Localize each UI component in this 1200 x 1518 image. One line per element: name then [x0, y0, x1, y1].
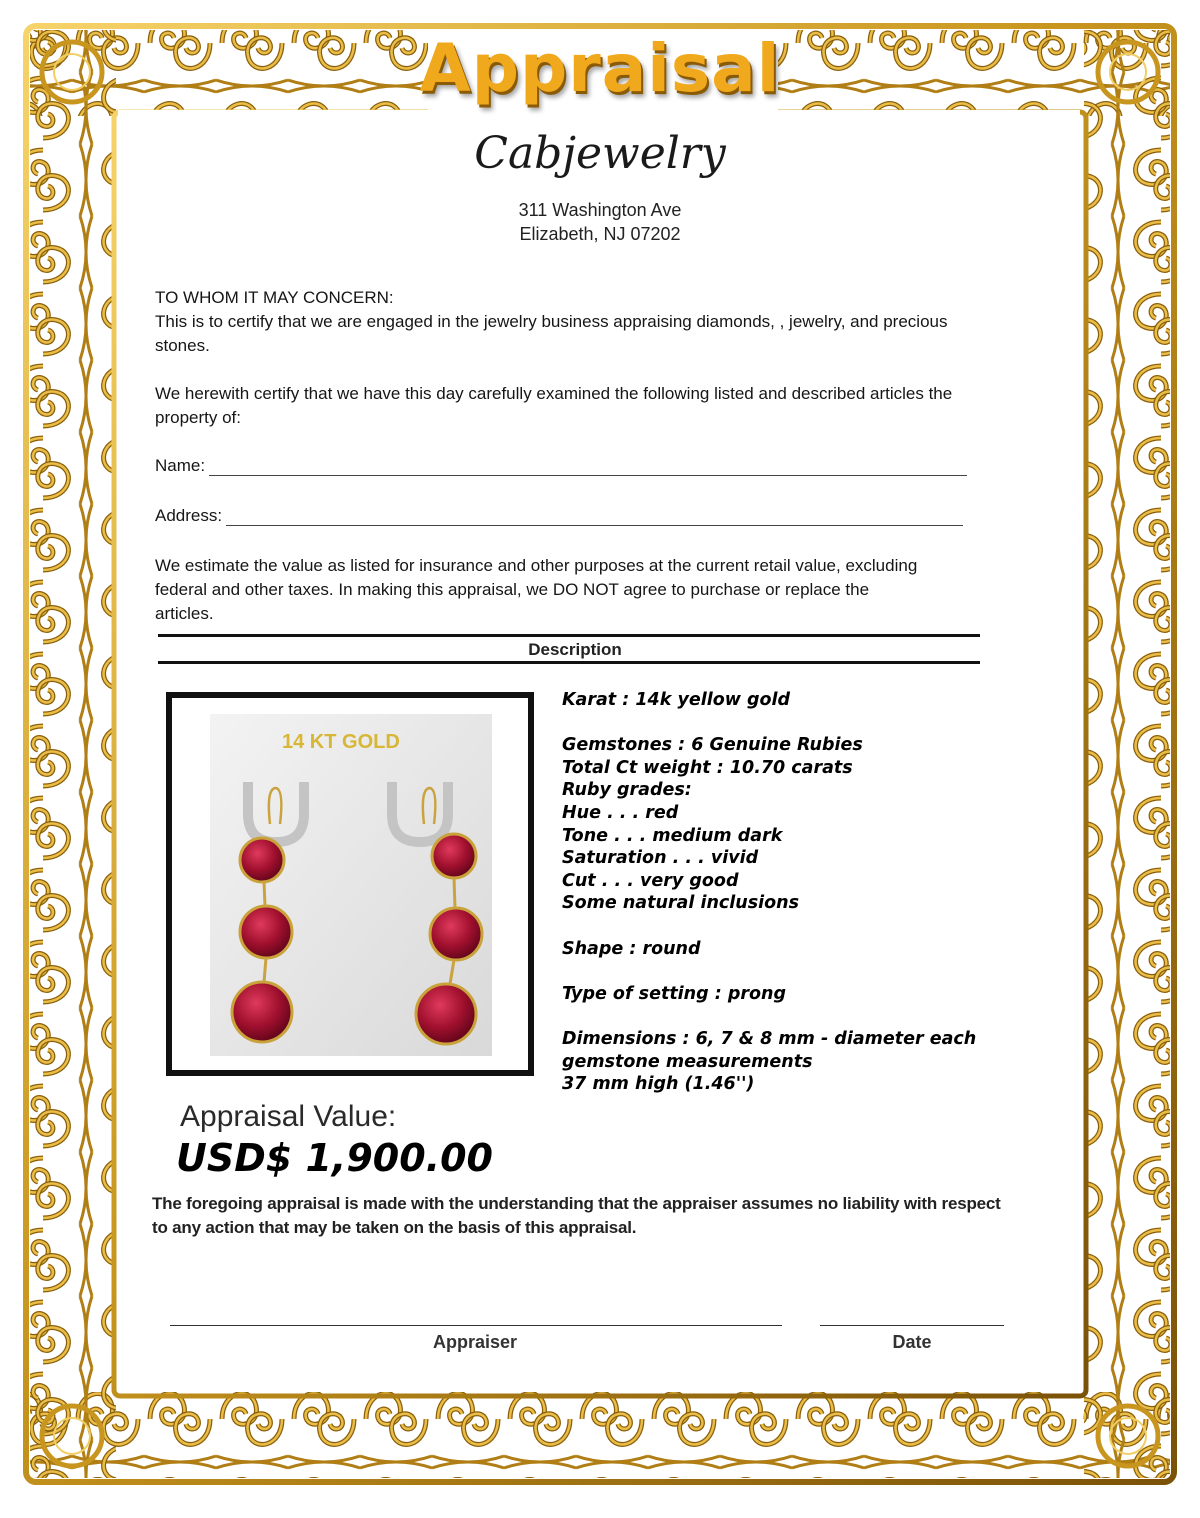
- certify-paragraph-2: We herewith certify that we have this day carefully examined the following listed and described articles the property of:: [155, 384, 953, 427]
- liability-disclaimer: The foregoing appraisal is made with the understanding that the appraiser assumes no liability with respect to any action that may be taken on the basis of this appraisal.: [152, 1194, 1001, 1237]
- appraisal-value-label: Appraisal Value:: [180, 1100, 397, 1133]
- detail-gemstones: Gemstones : 6 Genuine Rubies: [562, 735, 863, 756]
- business-address: [0, 198, 1200, 246]
- detail-tone: Tone . . . medium dark: [562, 825, 783, 846]
- product-photo: [166, 692, 534, 1076]
- address-label: Address:: [155, 506, 223, 525]
- item-details: [562, 689, 1042, 1096]
- details-spacer: [562, 712, 1042, 735]
- appraiser-signature-line[interactable]: [170, 1325, 782, 1326]
- photo-caption: 14 KT GOLD: [282, 731, 400, 753]
- divider-top: [158, 634, 980, 637]
- name-field[interactable]: [155, 456, 967, 476]
- detail-hue: Hue . . . red: [562, 802, 679, 823]
- divider-bottom: [158, 661, 980, 664]
- detail-cut: Cut . . . very good: [562, 870, 739, 891]
- appraisal-value-amount: USD$ 1,900.00: [176, 1136, 493, 1180]
- date-signature-line[interactable]: [820, 1325, 1004, 1326]
- certify-paragraph-1: This is to certify that we are engaged in the jewelry business appraising diamonds, , jewelry, and precious stones.: [155, 312, 948, 355]
- detail-karat: Karat : 14k yellow gold: [562, 690, 791, 710]
- salutation: TO WHOM IT MAY CONCERN:: [155, 288, 394, 307]
- ruby-earrings-image: [210, 714, 492, 1056]
- detail-setting: Type of setting : prong: [562, 983, 787, 1004]
- address-line-1: 311 Washington Ave: [518, 200, 682, 220]
- detail-grades-title: Ruby grades:: [562, 780, 692, 801]
- address-field[interactable]: [155, 506, 963, 526]
- detail-dimensions-3: 37 mm high (1.46''): [562, 1074, 755, 1095]
- address-line-2: Elizabeth, NJ 07202: [519, 224, 681, 244]
- detail-inclusions: Some natural inclusions: [562, 893, 800, 914]
- description-heading: Description: [528, 640, 622, 659]
- estimate-paragraph: We estimate the value as listed for insurance and other purposes at the current retail value, excluding federal and other taxes. In making this appraisal, we DO NOT agree to purchase or replace the articles.: [155, 556, 918, 623]
- detail-shape: Shape : round: [562, 938, 701, 959]
- date-label: Date: [892, 1332, 932, 1352]
- detail-saturation: Saturation . . . vivid: [562, 848, 759, 869]
- details-spacer: [562, 1005, 1042, 1028]
- name-label: Name:: [155, 456, 206, 475]
- detail-dimensions-2: gemstone measurements: [562, 1051, 813, 1072]
- detail-total-weight: Total Ct weight : 10.70 carats: [562, 757, 853, 778]
- appraiser-label: Appraiser: [432, 1332, 518, 1352]
- brand-logo: Cabjewelry: [474, 128, 726, 179]
- details-spacer: [562, 915, 1042, 938]
- name-line[interactable]: [209, 461, 967, 476]
- address-line[interactable]: [226, 511, 963, 526]
- detail-dimensions-1: Dimensions : 6, 7 & 8 mm - diameter each: [562, 1028, 977, 1049]
- details-spacer: [562, 960, 1042, 983]
- appraisal-title: Appraisal: [419, 30, 781, 107]
